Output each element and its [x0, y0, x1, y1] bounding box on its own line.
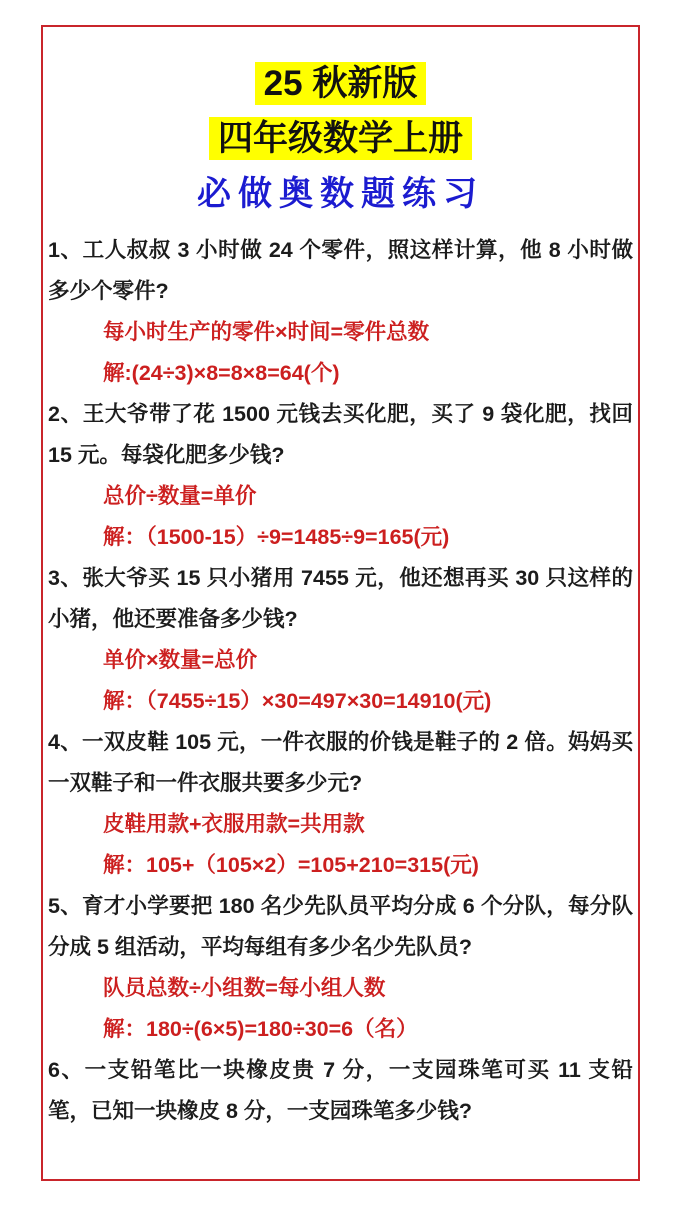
problem-5-formula: 队员总数÷小组数=每小组人数	[103, 976, 386, 1000]
red-border-frame	[41, 25, 640, 1181]
problem-4-question: 4、一双皮鞋 105 元，一件衣服的价钱是鞋子的 2 倍。妈妈买一双鞋子和一件衣服共要多少元?	[48, 730, 633, 795]
problem-3-solution: 解：（7455÷15）×30=497×30=14910(元)	[103, 689, 492, 713]
problem-1-question: 1、工人叔叔 3 小时做 24 个零件，照这样计算，他 8 小时做多少个零件?	[48, 238, 633, 303]
problem-5-solution: 解：180÷(6×5)=180÷30=6（名）	[103, 1017, 418, 1041]
problem-5-question: 5、育才小学要把 180 名少先队员平均分成 6 个分队，每分队分成 5 组活动，平均每组有多少名少先队员?	[48, 894, 633, 959]
problem-3-formula: 单价×数量=总价	[103, 648, 258, 672]
title-line-2	[48, 114, 633, 164]
problem-2-question: 2、王大爷带了花 1500 元钱去买化肥，买了 9 袋化肥，找回 15 元。每袋化肥多少钱?	[48, 402, 633, 467]
title-line-3	[48, 170, 633, 218]
problem-4	[48, 722, 633, 886]
problem-2-solution: 解：（1500-15）÷9=1485÷9=165(元)	[103, 525, 450, 549]
problem-6	[48, 1050, 633, 1132]
problem-3	[48, 558, 633, 722]
problem-1-solution: 解:(24÷3)×8=8×8=64(个)	[103, 361, 340, 385]
problem-3-question: 3、张大爷买 15 只小猪用 7455 元，他还想再买 30 只这样的小猪，他还要准备多少钱?	[48, 566, 633, 631]
title-practice: 必做奥数题练习	[197, 175, 484, 213]
problem-6-question: 6、一支铅笔比一块橡皮贵 7 分，一支园珠笔可买 11 支铅笔，已知一块橡皮 8 分，一支园珠笔多少钱?	[48, 1058, 633, 1123]
problem-4-formula: 皮鞋用款+衣服用款=共用款	[103, 812, 365, 836]
problem-2-formula: 总价÷数量=单价	[103, 484, 257, 508]
problem-1	[48, 230, 633, 394]
title-edition: 25 秋新版	[255, 62, 427, 105]
problem-5	[48, 886, 633, 1050]
problem-4-solution: 解：105+（105×2）=105+210=315(元)	[103, 853, 479, 877]
title-grade-subject: 四年级数学上册	[209, 117, 472, 160]
problem-1-formula: 每小时生产的零件×时间=零件总数	[103, 320, 430, 344]
problem-2	[48, 394, 633, 558]
title-line-1	[48, 61, 633, 107]
